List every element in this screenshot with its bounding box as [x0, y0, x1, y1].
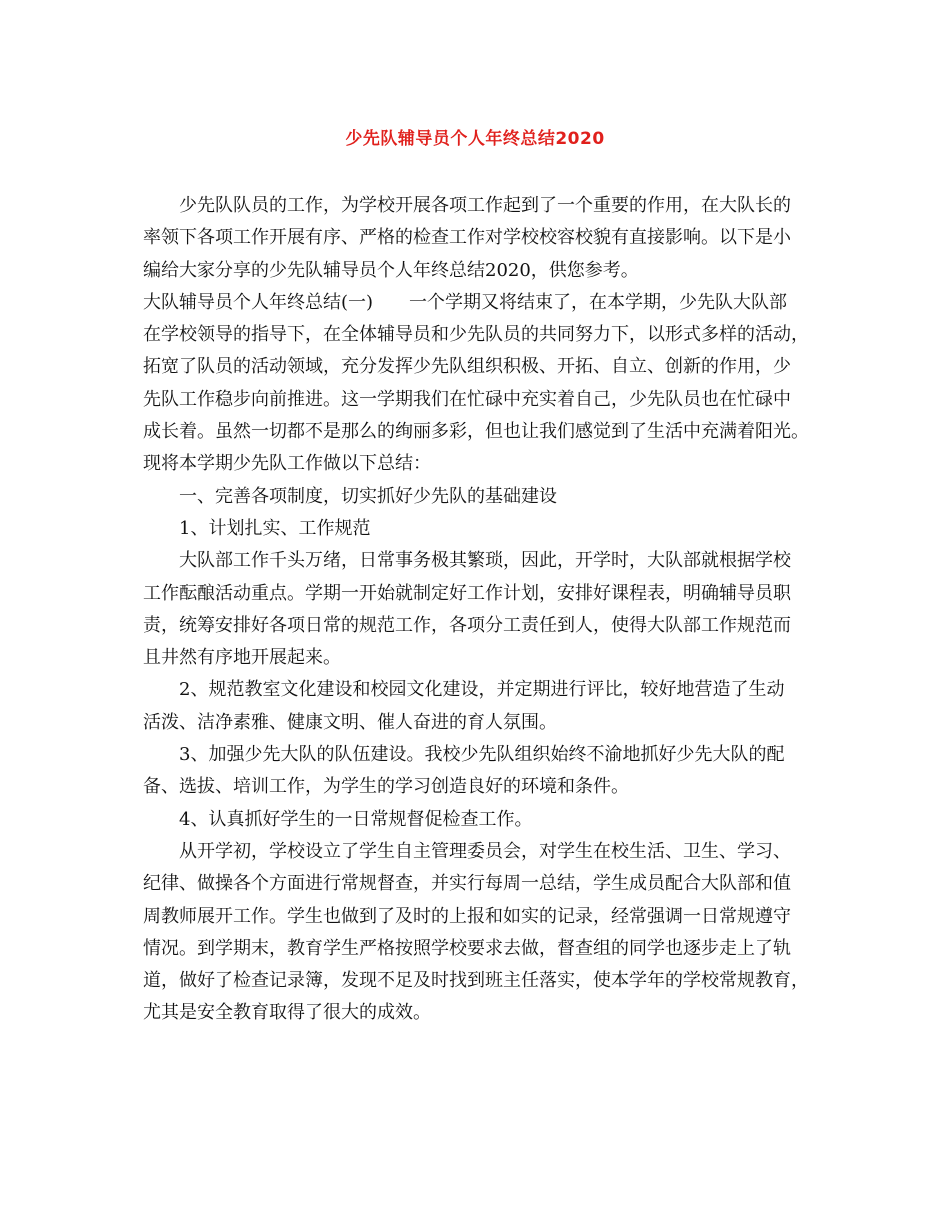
subsection-heading: 1、计划扎实、工作规范: [179, 517, 371, 539]
paragraph-line: 尤其是安全教育取得了很大的成效。: [143, 1002, 431, 1024]
section-heading: 一、完善各项制度，切实抓好少先队的基础建设: [179, 485, 557, 507]
paragraph-line: 大队辅导员个人年终总结(一) 一个学期又将结束了，在本学期，少先队大队部: [143, 291, 788, 313]
paragraph-line: 责，统筹安排好各项日常的规范工作，各项分工责任到人，使得大队部工作规范而: [143, 614, 791, 636]
document-title: 少先队辅导员个人年终总结2020: [345, 129, 605, 149]
paragraph-line: 情况。到学期末，教育学生严格按照学校要求去做，督查组的同学也逐步走上了轨: [143, 937, 791, 959]
paragraph-line: 少先队队员的工作，为学校开展各项工作起到了一个重要的作用，在大队长的: [179, 195, 791, 216]
paragraph-line: 2、规范教室文化建设和校园文化建设，并定期进行评比，较好地营造了生动: [179, 679, 785, 701]
paragraph-line: 活泼、洁净素雅、健康文明、催人奋进的育人氛围。: [143, 711, 557, 733]
paragraph-line: 拓宽了队员的活动领域，充分发挥少先队组织积极、开拓、自立、创新的作用，少: [143, 356, 791, 378]
paragraph-line: 从开学初，学校设立了学生自主管理委员会，对学生在校生活、卫生、学习、: [179, 840, 791, 862]
paragraph-line: 现将本学期少先队工作做以下总结：: [143, 453, 431, 475]
document-body: [143, 190, 811, 1030]
paragraph-line: 备、选拔、培训工作，为学生的学习创造良好的环境和条件。: [143, 776, 629, 798]
paragraph-line: 编给大家分享的少先队辅导员个人年终总结2020，供您参考。: [143, 259, 639, 281]
paragraph-line: 周教师展开工作。学生也做到了及时的上报和如实的记录，经常强调一日常规遵守: [143, 905, 791, 927]
paragraph-line: 成长着。虽然一切都不是那么的绚丽多彩，但也让我们感觉到了生活中充满着阳光。: [143, 421, 809, 443]
paragraph-line: 且井然有序地开展起来。: [143, 647, 341, 669]
paragraph-line: 工作酝酿活动重点。学期一开始就制定好工作计划，安排好课程表，明确辅导员职: [143, 582, 791, 604]
paragraph-line: 纪律、做操各个方面进行常规督查，并实行每周一总结，学生成员配合大队部和值: [143, 873, 791, 895]
paragraph-line: 在学校领导的指导下，在全体辅导员和少先队员的共同努力下，以形式多样的活动，: [143, 324, 809, 346]
paragraph-line: 大队部工作千头万绪，日常事务极其繁琐，因此，开学时，大队部就根据学校: [179, 550, 791, 572]
paragraph-line: 率领下各项工作开展有序、严格的检查工作对学校校容校貌有直接影响。以下是小: [143, 227, 791, 249]
paragraph-line: 先队工作稳步向前推进。这一学期我们在忙碌中充实着自己，少先队员也在忙碌中: [143, 388, 791, 410]
paragraph-line: 4、认真抓好学生的一日常规督促检查工作。: [179, 808, 533, 830]
paragraph-line: 道，做好了检查记录簿，发现不足及时找到班主任落实，使本学年的学校常规教育，: [143, 970, 809, 992]
paragraph-line: 3、加强少先大队的队伍建设。我校少先队组织始终不渝地抓好少先大队的配: [179, 744, 785, 766]
